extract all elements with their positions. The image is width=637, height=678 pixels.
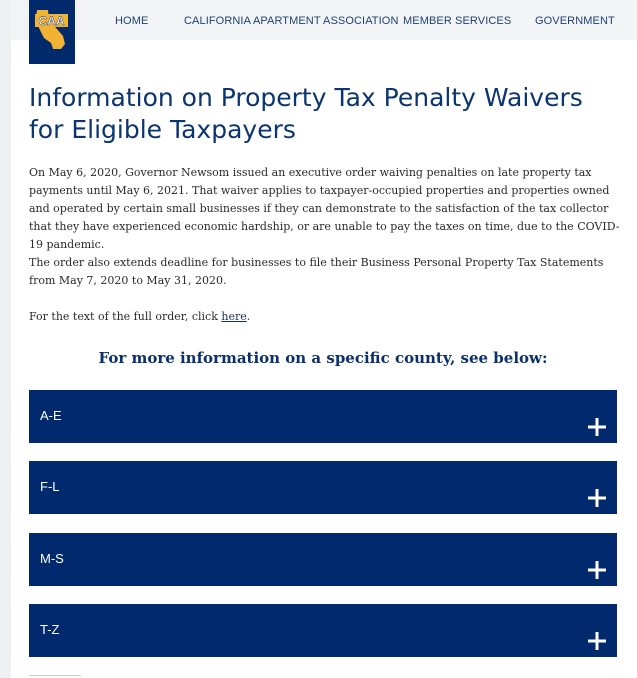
accordion-t-z[interactable] xyxy=(29,604,617,657)
accordion-label: M-S xyxy=(40,551,64,566)
plus-icon[interactable] xyxy=(588,632,606,650)
nav-home[interactable]: HOME xyxy=(115,15,149,27)
accordion-label: T-Z xyxy=(40,622,60,637)
nav-government[interactable]: GOVERNMENT xyxy=(535,15,615,27)
plus-icon[interactable] xyxy=(588,489,606,507)
page-title: Information on Property Tax Penalty Waivers for Eligible Taxpayers xyxy=(29,83,583,144)
plus-icon[interactable] xyxy=(588,561,606,579)
nav-california-apartment-association[interactable]: CALIFORNIA APARTMENT ASSOCIATION xyxy=(184,15,399,27)
plus-icon[interactable] xyxy=(588,418,606,436)
full-order-link[interactable]: here xyxy=(221,310,247,323)
deadline-paragraph: The order also extends deadline for businesses to file their Business Personal Property Tax Statements from May 7, 2020 to May 31, 2020. xyxy=(29,256,604,287)
full-order-period: . xyxy=(246,310,251,323)
full-order-paragraph xyxy=(29,308,621,326)
accordion-a-e[interactable] xyxy=(29,390,617,443)
county-subheading: For more information on a specific county, see below: xyxy=(98,349,548,367)
divider xyxy=(29,675,81,676)
svg-text:CAA: CAA xyxy=(38,14,65,28)
california-map-logo-icon xyxy=(29,0,75,64)
full-order-text: For the text of the full order, click xyxy=(29,310,222,323)
left-margin-strip xyxy=(0,0,11,678)
accordion-m-s[interactable] xyxy=(29,533,617,586)
caa-logo[interactable] xyxy=(29,0,75,64)
accordion-label: A-E xyxy=(40,408,62,423)
intro-paragraph: On May 6, 2020, Governor Newsom issued an executive order waiving penalties on late property tax payments until May 6, 2021. That waiver applies to taxpayer-occupied properties and properties owned and operated by certain small businesses if they can demonstrate to the satisfaction of the tax collector that they have experienced economic hardship, or are unable to pay the taxes on time, due to the COVID-19 pandemic. xyxy=(29,166,620,251)
nav-member-services[interactable]: MEMBER SERVICES xyxy=(403,15,512,27)
accordion-f-l[interactable] xyxy=(29,461,617,514)
accordion-label: F-L xyxy=(40,479,60,494)
